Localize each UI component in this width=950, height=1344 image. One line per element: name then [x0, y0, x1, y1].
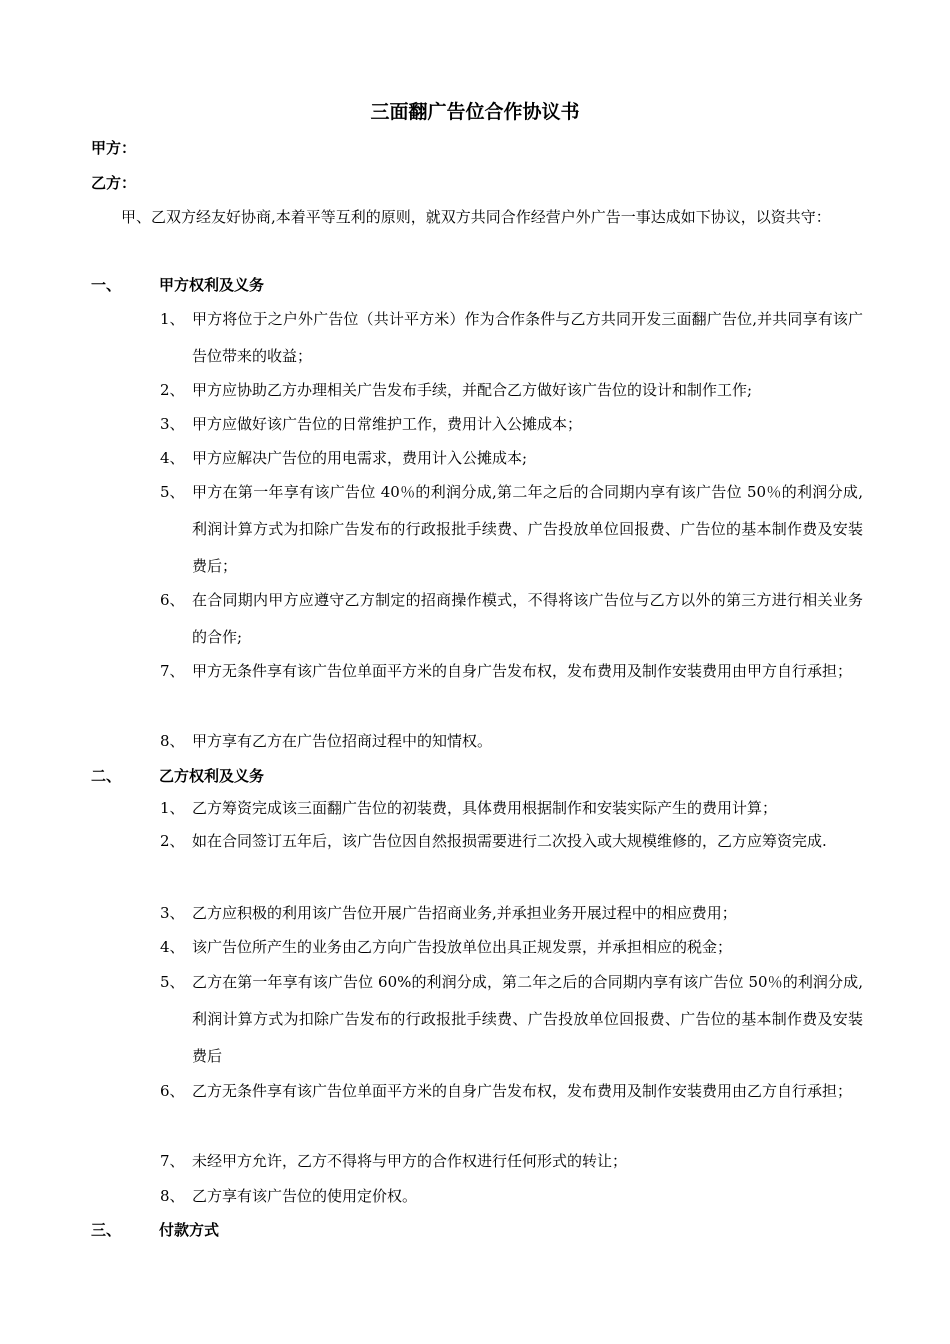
list-item — [160, 440, 863, 477]
party-b-label: 乙方： — [91, 174, 137, 192]
list-item-number: 1、 — [160, 799, 185, 817]
list-item-number: 1、 — [160, 310, 185, 328]
list-item-text: 甲方在第一年享有该广告位 40％的利润分成,第二年之后的合同期内享有该广告位 50％的利润分成,利润计算方式为扣除广告发布的行政报批手续费、广告投放单位回报费、广告位的基本制作费及安装费后； — [192, 483, 863, 575]
intro-paragraph: 甲、乙双方经友好协商,本着平等互利的原则，就双方共同合作经营户外广告一事达成如下协议，以资共守： — [121, 208, 831, 226]
list-item-number: 3、 — [160, 904, 185, 922]
list-item-number: 8、 — [160, 732, 185, 750]
section-title: 付款方式 — [159, 1221, 220, 1239]
list-item-text: 甲方将位于之户外广告位（共计平方米）作为合作条件与乙方共同开发三面翻广告位,并共同享有该广告位带来的收益； — [192, 310, 863, 365]
list-item — [160, 723, 863, 760]
list-item-number: 6、 — [160, 591, 185, 609]
list-item — [160, 895, 863, 932]
list-item-text: 该广告位所产生的业务由乙方向广告投放单位出具正规发票，并承担相应的税金； — [192, 938, 733, 956]
list-item-text: 在合同期内甲方应遵守乙方制定的招商操作模式，不得将该广告位与乙方以外的第三方进行相关业务的合作; — [192, 591, 863, 646]
section-number: 一、 — [91, 276, 122, 294]
list-item-number: 4、 — [160, 449, 185, 467]
list-item — [160, 406, 863, 443]
section-number: 三、 — [91, 1221, 122, 1239]
list-item-number: 2、 — [160, 381, 185, 399]
list-item-text: 甲方应做好该广告位的日常维护工作，费用计入公摊成本； — [192, 415, 583, 433]
party-a-label: 甲方： — [91, 139, 137, 157]
list-item — [160, 1073, 863, 1110]
list-item-text: 乙方在第一年享有该广告位 60%的利润分成，第二年之后的合同期内享有该广告位 50％的利润分成,利润计算方式为扣除广告发布的行政报批手续费、广告投放单位回报费、广告位的基本制作费及安装费后 — [192, 973, 863, 1065]
list-item-text: 甲方享有乙方在广告位招商过程中的知情权。 — [192, 732, 493, 750]
list-item-number: 6、 — [160, 1082, 185, 1100]
list-item — [160, 372, 863, 409]
list-item-number: 4、 — [160, 938, 185, 956]
list-item-text: 如在合同签订五年后，该广告位因自然报损需要进行二次投入或大规模维修的，乙方应筹资完成. — [192, 832, 827, 850]
section-title: 甲方权利及义务 — [159, 276, 265, 294]
list-item-text: 乙方应积极的利用该广告位开展广告招商业务,并承担业务开展过程中的相应费用； — [192, 904, 737, 922]
list-item-text: 甲方应协助乙方办理相关广告发布手续，并配合乙方做好该广告位的设计和制作工作; — [192, 381, 753, 399]
list-item-number: 5、 — [160, 973, 185, 991]
list-item — [160, 964, 863, 1075]
list-item-number: 2、 — [160, 832, 185, 850]
list-item-number: 7、 — [160, 662, 185, 680]
list-item-text: 乙方无条件享有该广告位单面平方米的自身广告发布权，发布费用及制作安装费用由乙方自行承担； — [192, 1082, 853, 1100]
list-item — [160, 929, 863, 966]
list-item — [160, 474, 863, 585]
list-item — [160, 1178, 863, 1215]
list-item — [160, 790, 863, 827]
list-item-number: 7、 — [160, 1152, 185, 1170]
document-title: 三面翻广告位合作协议书 — [370, 101, 580, 123]
list-item-number: 5、 — [160, 483, 185, 501]
list-item — [160, 653, 863, 690]
list-item-number: 8、 — [160, 1187, 185, 1205]
list-item-text: 乙方享有该广告位的使用定价权。 — [192, 1187, 418, 1205]
list-item — [160, 301, 863, 375]
list-item — [160, 1143, 863, 1180]
section-number: 二、 — [91, 767, 122, 785]
list-item-text: 未经甲方允许，乙方不得将与甲方的合作权进行任何形式的转让； — [192, 1152, 628, 1170]
list-item — [160, 582, 863, 656]
list-item-number: 3、 — [160, 415, 185, 433]
list-item — [160, 823, 863, 860]
section-title: 乙方权利及义务 — [159, 767, 265, 785]
list-item-text: 甲方无条件享有该广告位单面平方米的自身广告发布权，发布费用及制作安装费用由甲方自行承担； — [192, 662, 853, 680]
list-item-text: 乙方筹资完成该三面翻广告位的初装费，具体费用根据制作和安装实际产生的费用计算； — [192, 799, 778, 817]
list-item-text: 甲方应解决广告位的用电需求，费用计入公摊成本; — [192, 449, 528, 467]
